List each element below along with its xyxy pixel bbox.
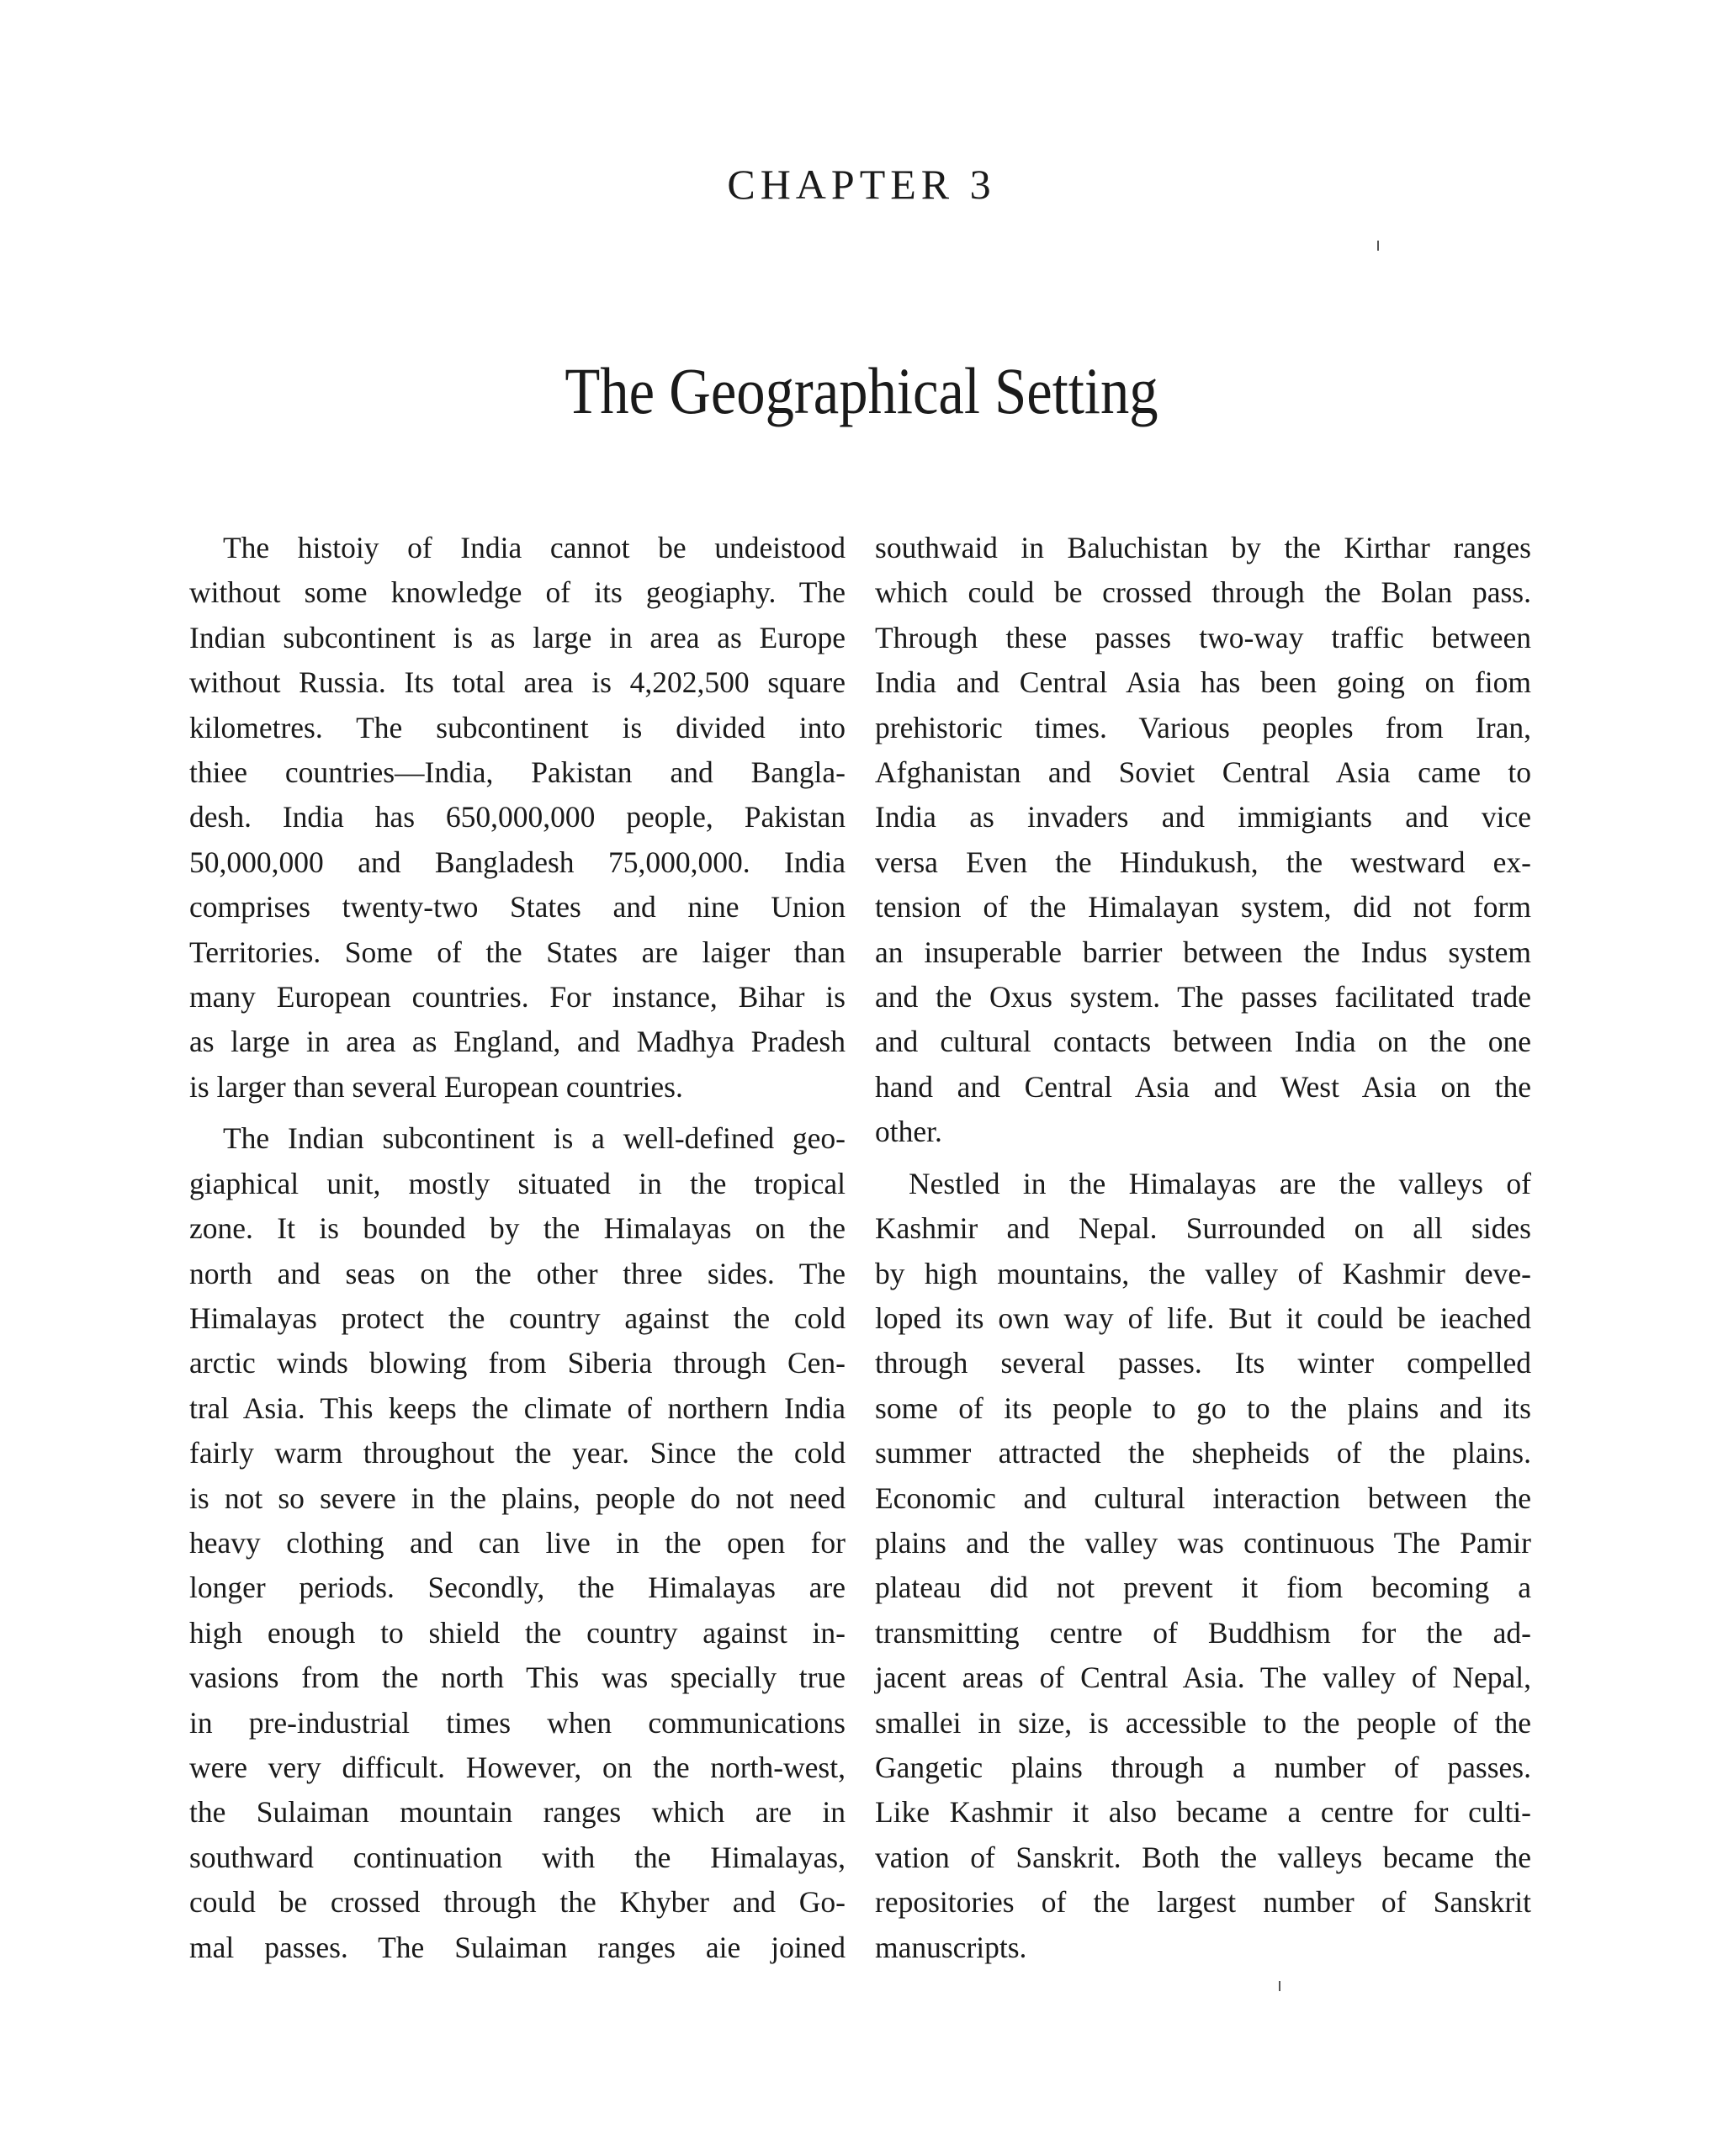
scan-speck: [1377, 241, 1379, 251]
text-line: giaphical unit, mostly situated in the tropical: [189, 1166, 846, 1200]
text-line: Through these passes two-way traffic between: [875, 620, 1531, 654]
text-line: as large in area as England, and Madhya Pradesh: [189, 1025, 846, 1059]
text-line: comprises twenty-two States and nine Union: [189, 890, 846, 924]
text-line: tral Asia. This keeps the climate of northern India: [189, 1391, 846, 1425]
text-line: versa Even the Hindukush, the westward ex-: [875, 845, 1531, 879]
text-line: vation of Sanskrit. Both the valleys became the: [875, 1840, 1531, 1874]
text-line: the Sulaiman mountain ranges which are in: [189, 1795, 846, 1830]
text-line: southward continuation with the Himalayas,: [189, 1840, 846, 1874]
text-line: by high mountains, the valley of Kashmir deve-: [875, 1256, 1531, 1290]
right-text-column: [875, 526, 1531, 1970]
text-line: other.: [875, 1115, 942, 1149]
paragraph-valleys: [875, 1162, 1531, 1970]
text-line: Indian subcontinent is as large in area as Europe: [189, 620, 846, 654]
paragraph-area-population: [189, 526, 846, 1110]
text-line: without Russia. Its total area is 4,202,500 square: [189, 665, 846, 700]
text-line: could be crossed through the Khyber and Go-: [189, 1885, 846, 1920]
text-line: were very difficult. However, on the north-west,: [189, 1750, 846, 1784]
text-line: in pre-industrial times when communications: [189, 1705, 846, 1740]
text-line: is not so severe in the plains, people do not need: [189, 1481, 846, 1515]
text-line: prehistoric times. Various peoples from Iran,: [875, 710, 1531, 744]
paragraph-passes: [875, 526, 1531, 1155]
text-line: an insuperable barrier between the Indus system: [875, 935, 1531, 969]
text-line: high enough to shield the country against in-: [189, 1615, 846, 1650]
scan-speck: [1279, 1981, 1280, 1991]
text-line: Nestled in the Himalayas are the valleys of: [909, 1166, 1531, 1200]
text-line: jacent areas of Central Asia. The valley of Nepal,: [875, 1661, 1531, 1695]
text-line: without some knowledge of its geogiaphy. The: [189, 575, 846, 610]
text-line: smallei in size, is accessible to the people of the: [875, 1705, 1531, 1740]
left-text-column: [189, 526, 846, 1970]
text-line: repositories of the largest number of Sanskrit: [875, 1885, 1531, 1920]
text-line: Gangetic plains through a number of passes.: [875, 1750, 1531, 1784]
text-line: summer attracted the shepheids of the plains.: [875, 1436, 1531, 1470]
text-line: tension of the Himalayan system, did not form: [875, 890, 1531, 924]
text-line: Afghanistan and Soviet Central Asia came to: [875, 755, 1531, 790]
text-line: and the Oxus system. The passes facilitated trade: [875, 980, 1531, 1014]
text-line: which could be crossed through the Bolan pass.: [875, 575, 1531, 610]
text-line: some of its people to go to the plains and its: [875, 1391, 1531, 1425]
text-line: and cultural contacts between India on the one: [875, 1025, 1531, 1059]
text-line: Himalayas protect the country against the cold: [189, 1300, 846, 1335]
text-line: The Indian subcontinent is a well-defined geo-: [223, 1121, 846, 1156]
text-line: desh. India has 650,000,000 people, Pakistan: [189, 800, 846, 834]
text-line: is larger than several European countries.: [189, 1069, 683, 1104]
chapter-number: CHAPTER 3: [727, 161, 996, 208]
text-line: India as invaders and immigiants and vice: [875, 800, 1531, 834]
text-line: heavy clothing and can live in the open for: [189, 1525, 846, 1560]
text-line: thiee countries—India, Pakistan and Bangla-: [189, 755, 846, 790]
text-line: Territories. Some of the States are laiger than: [189, 935, 846, 969]
text-line: Kashmir and Nepal. Surrounded on all sides: [875, 1211, 1531, 1246]
text-line: many European countries. For instance, Bihar is: [189, 980, 846, 1014]
text-line: mal passes. The Sulaiman ranges aie joined: [189, 1930, 846, 1964]
text-line: through several passes. Its winter compelled: [875, 1346, 1531, 1380]
text-line: hand and Central Asia and West Asia on the: [875, 1069, 1531, 1104]
text-line: 50,000,000 and Bangladesh 75,000,000. India: [189, 845, 846, 879]
text-line: kilometres. The subcontinent is divided into: [189, 710, 846, 744]
text-line: The histoiy of India cannot be undeistood: [223, 531, 846, 564]
text-line: vasions from the north This was specially true: [189, 1661, 846, 1695]
chapter-title: The Geographical Setting: [565, 354, 1158, 427]
text-line: Like Kashmir it also became a centre for culti-: [875, 1795, 1531, 1830]
text-line: Economic and cultural interaction between the: [875, 1481, 1531, 1515]
text-line: transmitting centre of Buddhism for the ad-: [875, 1615, 1531, 1650]
text-line: fairly warm throughout the year. Since the cold: [189, 1436, 846, 1470]
text-line: zone. It is bounded by the Himalayas on the: [189, 1211, 846, 1246]
text-line: arctic winds blowing from Siberia through Cen-: [189, 1346, 846, 1380]
text-line: north and seas on the other three sides. The: [189, 1256, 846, 1290]
text-line: southwaid in Baluchistan by the Kirthar ranges: [875, 531, 1531, 564]
text-line: India and Central Asia has been going on fiom: [875, 665, 1531, 700]
text-line: plains and the valley was continuous The Pamir: [875, 1525, 1531, 1560]
paragraph-himalayas: [189, 1116, 846, 1970]
text-line: plateau did not prevent it fiom becoming a: [875, 1571, 1531, 1605]
text-line: loped its own way of life. But it could be ieached: [875, 1300, 1531, 1335]
text-line: longer periods. Secondly, the Himalayas are: [189, 1571, 846, 1605]
text-line: manuscripts.: [875, 1930, 1027, 1964]
